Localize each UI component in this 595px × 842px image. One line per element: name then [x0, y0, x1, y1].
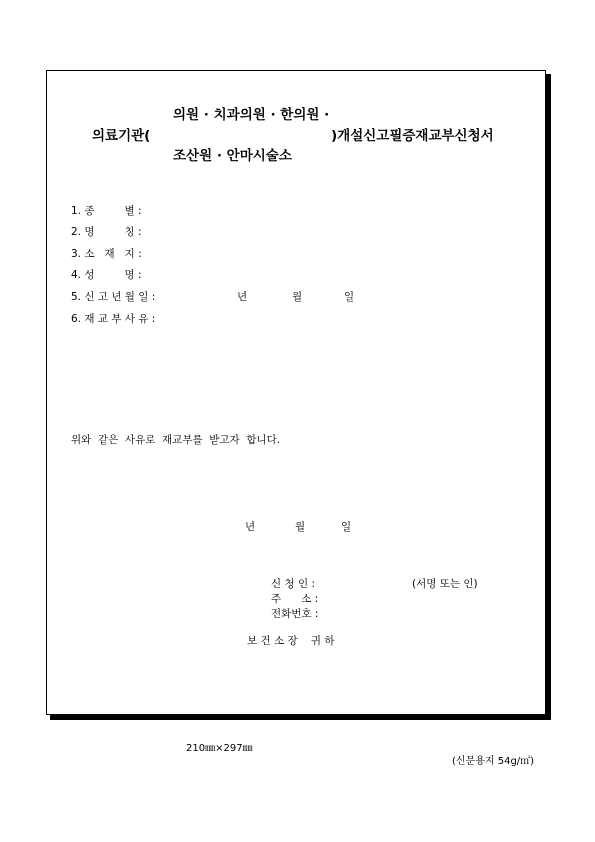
date-year: 년: [245, 521, 256, 533]
applicant-address-label: 주 소 :: [271, 593, 319, 605]
signature-note: (서명 또는 인): [412, 578, 478, 590]
frame-shadow-right: [546, 74, 551, 720]
report-date-year: 년: [237, 291, 248, 303]
field-location-label: 3. 소 재 지 :: [71, 248, 142, 260]
report-date-month: 월: [292, 291, 303, 303]
applicant-name-label: 신 청 인 :: [271, 578, 315, 590]
application-form: [46, 70, 546, 715]
date-month: 월: [295, 521, 306, 533]
field-report-date-label: 5. 신 고 년 월 일 :: [71, 291, 156, 303]
frame-shadow-bottom: [50, 715, 551, 720]
paper-type: (신문용지 54g/㎡): [452, 756, 535, 767]
recipient-line: 보 건 소 장 귀 하: [247, 635, 335, 647]
field-reissue-reason-label: 6. 재 교 부 사 유 :: [71, 313, 156, 325]
field-person-label: 4. 성 명 :: [71, 269, 142, 281]
applicant-phone-label: 전화번호 :: [271, 608, 319, 620]
report-date-day: 일: [344, 291, 355, 303]
title-prefix: 의료기관(: [92, 128, 151, 144]
statement-text: 위와 같은 사유로 재교부를 받고자 합니다.: [71, 434, 281, 446]
title-line-bottom: 조산원 · 안마시술소: [173, 148, 292, 164]
field-name-label: 2. 명 칭 :: [71, 226, 142, 238]
paper-size: 210㎜×297㎜: [186, 743, 253, 754]
title-line-top: 의원 · 치과의원 · 한의원 ·: [173, 107, 330, 123]
date-day: 일: [341, 521, 352, 533]
title-suffix: )개설신고필증재교부신청서: [331, 128, 494, 144]
field-type-label: 1. 종 별 :: [71, 205, 142, 217]
